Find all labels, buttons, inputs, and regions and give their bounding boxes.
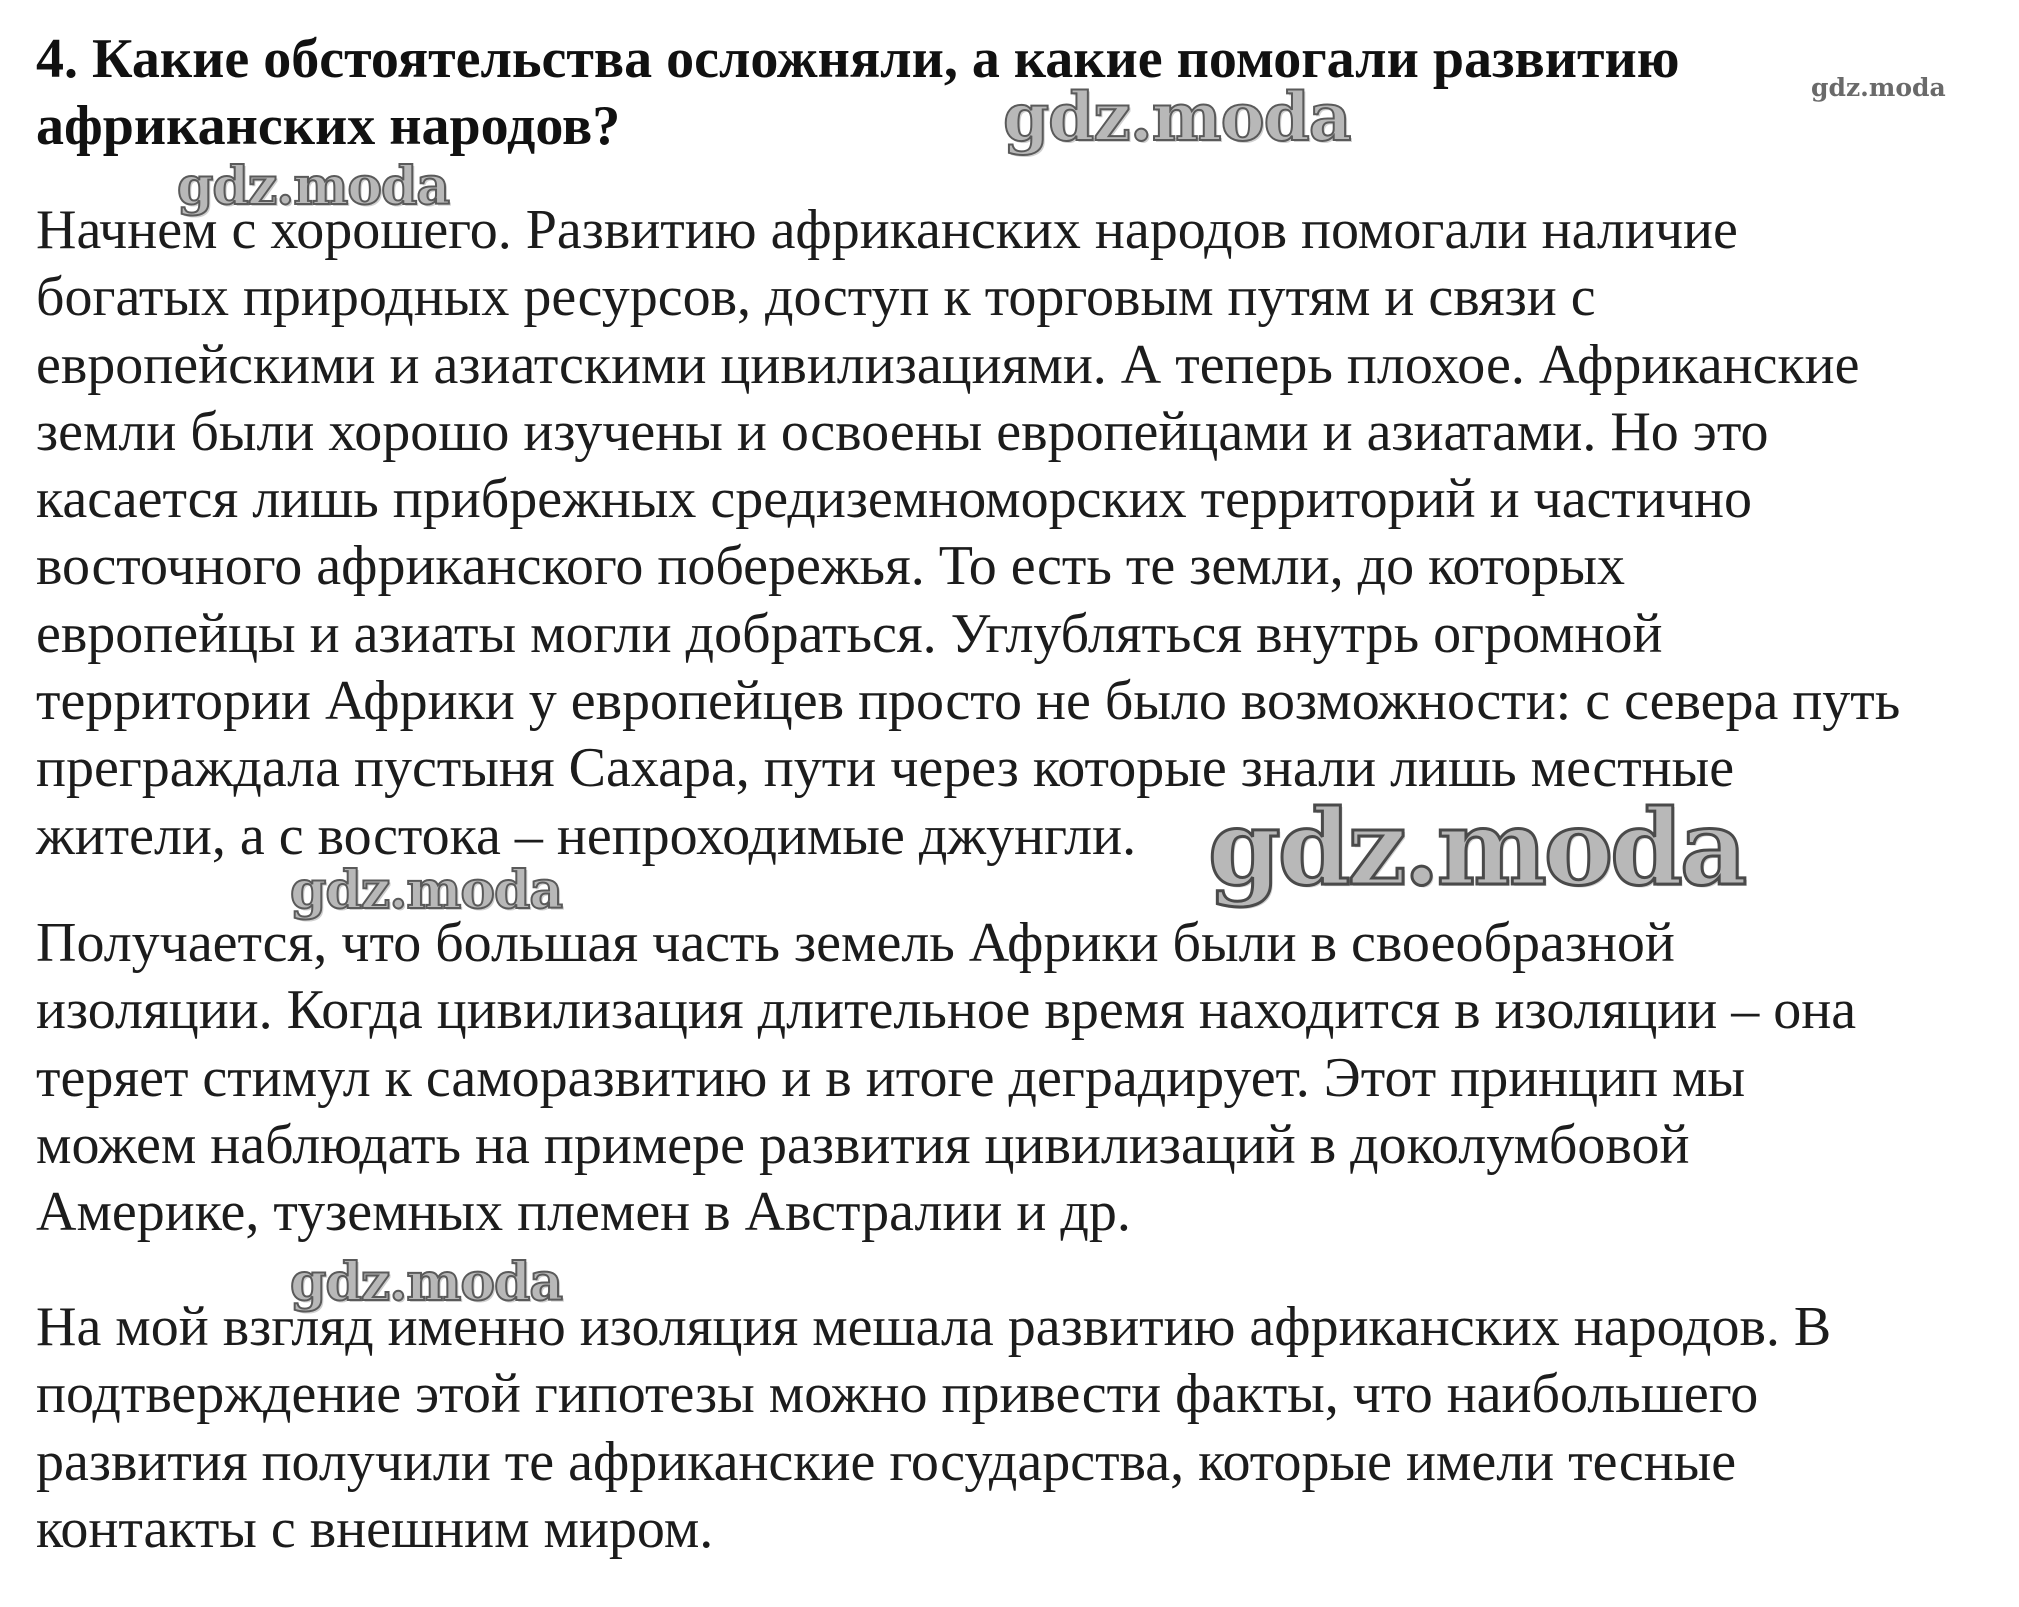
paragraph-line: европейскими и азиатскими цивилизациями. А теперь плохое. Африканские: [36, 333, 1860, 396]
paragraph-line: Начнем с хорошего. Развитию африканских народов помогали наличие: [36, 199, 1738, 261]
watermark-logo: gdz.moda: [290, 1252, 563, 1313]
paragraph-line: теряет стимул к саморазвитию и в итоге деградирует. Этот принцип мы: [36, 1046, 1746, 1109]
watermark-corner: gdz.moda: [1811, 73, 1946, 102]
paragraph-line: подтверждение этой гипотезы можно привести факты, что наибольшего: [36, 1363, 1759, 1426]
paragraph-line: богатых природных ресурсов, доступ к торговым путям и связи с: [36, 266, 1596, 329]
question-heading: [36, 26, 1776, 160]
answer-paragraph-3: [36, 1294, 1831, 1563]
paragraph-line: Получается, что большая часть земель Африки были в своеобразной: [36, 912, 1675, 974]
answer-paragraph-1: [36, 197, 1900, 870]
paragraph-line: развития получили те африканские государства, которые имели тесные: [36, 1430, 1737, 1493]
paragraph-line: земли были хорошо изучены и освоены европейцами и азиатами. Но это: [36, 400, 1769, 463]
watermark-logo: gdz.moda: [177, 156, 450, 217]
paragraph-line: территории Африки у европейцев просто не было возможности: с севера путь: [36, 670, 1901, 733]
paragraph-line: жители, а с востока – непроходимые джунгли.: [36, 804, 1137, 867]
paragraph-line: Америке, туземных племен в Австралии и др.: [36, 1181, 1131, 1244]
answer-paragraph-2: [36, 910, 1856, 1246]
watermark-logo: gdz.moda: [290, 860, 563, 921]
paragraph-line: можем наблюдать на примере развития цивилизаций в доколумбовой: [36, 1113, 1690, 1176]
paragraph-line: восточного африканского побережья. То есть те земли, до которых: [36, 535, 1626, 598]
watermark-logo: gdz.moda: [1003, 78, 1351, 156]
paragraph-line: европейцы и азиаты могли добраться. Углубляться внутрь огромной: [36, 602, 1663, 665]
paragraph-line: касается лишь прибрежных средиземноморских территорий и частично: [36, 468, 1752, 531]
paragraph-line: На мой взгляд именно изоляция мешала развитию африканских народов. В: [36, 1296, 1832, 1358]
heading-line: 4. Какие обстоятельства осложняли, а какие помогали развитию: [36, 28, 1680, 90]
paragraph-line: контакты с внешним миром.: [36, 1497, 714, 1560]
paragraph-line: преграждала пустыня Сахара, пути через которые знали лишь местные: [36, 737, 1735, 800]
heading-line: африканских народов?: [36, 95, 621, 157]
paragraph-line: изоляции. Когда цивилизация длительное время находится в изоляции – она: [36, 979, 1857, 1042]
watermark-logo-large: gdz.moda: [1208, 786, 1745, 909]
